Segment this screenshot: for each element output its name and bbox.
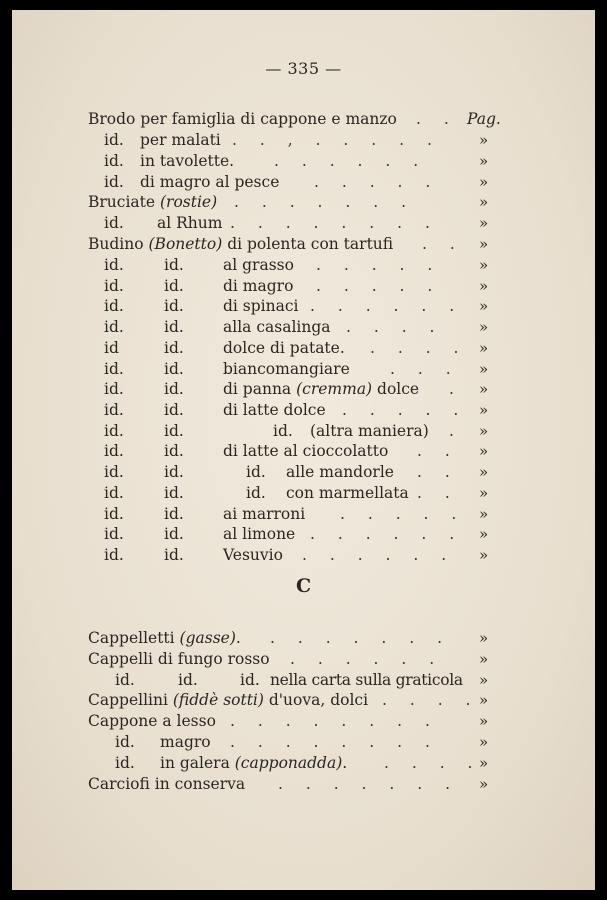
entry-ditto: id. xyxy=(246,463,266,481)
entry-title: di latte al cioccolatto xyxy=(223,442,389,460)
ditto-mark: » xyxy=(479,297,489,315)
ditto-mark: » xyxy=(479,754,489,772)
ditto-mark: » xyxy=(479,442,489,460)
entry-title: Vesuvio xyxy=(223,546,283,564)
ditto-mark: » xyxy=(479,463,489,481)
leader-dots: . . . . . xyxy=(316,256,442,274)
entry-ditto: id. xyxy=(164,339,184,357)
entry-ditto: id. xyxy=(115,754,135,772)
entry-ditto: id. xyxy=(164,463,184,481)
ditto-mark: » xyxy=(479,505,489,523)
entry-title: biancomangiare xyxy=(223,360,350,378)
entry-title: per malati xyxy=(140,131,221,149)
ditto-mark: » xyxy=(479,235,489,253)
section-letter: C xyxy=(295,575,312,597)
leader-dots: . . xyxy=(416,110,458,128)
ditto-mark: » xyxy=(479,484,489,502)
ditto-mark: » xyxy=(479,733,489,751)
leader-dots: . . xyxy=(422,235,464,253)
leader-dots: . . . . . . xyxy=(310,525,464,543)
entry-ditto: id. xyxy=(273,422,293,440)
leader-dots: . . . . xyxy=(382,691,480,709)
ditto-mark: » xyxy=(479,360,489,378)
entry-title: al limone xyxy=(223,525,296,543)
entry-ditto: id. xyxy=(115,733,135,751)
entry-ditto: id. xyxy=(164,422,184,440)
ditto-mark: » xyxy=(479,525,489,543)
ditto-mark: » xyxy=(479,629,489,647)
leader-dots: . . , . . . . . xyxy=(232,131,441,149)
entry-ditto: id. xyxy=(164,277,184,295)
ditto-mark: » xyxy=(479,318,489,336)
leader-dots: . . . . . . xyxy=(290,650,444,668)
leader-dots: . . . . . . . xyxy=(278,775,460,793)
entry-ditto: id. xyxy=(104,505,124,523)
entry-title: di latte dolce xyxy=(223,401,326,419)
leader-dots: . . . . . xyxy=(342,401,468,419)
entry-ditto: id. xyxy=(115,671,135,689)
entry-ditto: id. xyxy=(104,214,124,232)
entry-ditto: id. xyxy=(104,546,124,564)
entry-title: Carciofi in conserva xyxy=(88,775,246,793)
entry-title: di spinaci xyxy=(223,297,299,315)
leader-dots: . . xyxy=(417,442,459,460)
entry-ditto: id. xyxy=(164,442,184,460)
leader-dots: . xyxy=(449,380,463,398)
entry-ditto: id. xyxy=(104,256,124,274)
entry-title: al Rhum xyxy=(157,214,223,232)
leader-dots: . . . . . . . xyxy=(234,193,416,211)
entry-title: alle mandorle xyxy=(286,463,394,481)
leader-dots: . . . . . . . xyxy=(270,629,452,647)
entry-title: ai marroni xyxy=(223,505,306,523)
ditto-mark: » xyxy=(479,380,489,398)
entry-title: Cappelletti (gasse). xyxy=(88,629,241,647)
ditto-mark: » xyxy=(479,775,489,793)
entry-title: di magro xyxy=(223,277,294,295)
ditto-mark: » xyxy=(479,712,489,730)
ditto-mark: » xyxy=(479,193,489,211)
entry-title: con marmellata xyxy=(286,484,409,502)
entry-ditto: id. xyxy=(104,152,124,170)
leader-dots: . . . . . . xyxy=(274,152,428,170)
entry-title: dolce di patate. xyxy=(223,339,345,357)
entry-ditto: id. xyxy=(104,297,124,315)
entry-ditto: id. xyxy=(246,484,266,502)
ditto-mark: » xyxy=(479,131,489,149)
entry-ditto: id xyxy=(104,339,119,357)
entry-ditto: id. xyxy=(104,131,124,149)
entry-title: magro xyxy=(160,733,211,751)
ditto-mark: » xyxy=(479,546,489,564)
entry-title: Budino (Bonetto) di polenta con tartufi xyxy=(88,235,394,253)
entry-ditto: id. xyxy=(164,525,184,543)
entry-ditto: id. xyxy=(104,525,124,543)
page-number: — 335 — xyxy=(265,59,342,78)
entry-ditto: id. xyxy=(164,297,184,315)
entry-title: in galera (capponadda). xyxy=(160,754,348,772)
ditto-mark: » xyxy=(479,691,489,709)
entry-title: Cappellini (fiddè sotti) d'uova, dolci xyxy=(88,691,369,709)
entry-ditto: id. xyxy=(240,671,260,689)
entry-title: di panna (cremma) dolce xyxy=(223,380,420,398)
entry-ditto: id. xyxy=(104,484,124,502)
ditto-mark: » xyxy=(479,152,489,170)
leader-dots: . . . . . xyxy=(340,505,466,523)
ditto-mark: » xyxy=(479,256,489,274)
entry-ditto: id. xyxy=(164,256,184,274)
entry-ditto: id. xyxy=(164,318,184,336)
entry-ditto: id. xyxy=(164,380,184,398)
entry-title: Cappelli di fungo rosso xyxy=(88,650,270,668)
entry-title: in tavolette. xyxy=(140,152,235,170)
leader-dots: . . . . . xyxy=(316,277,442,295)
entry-ditto: id. xyxy=(104,318,124,336)
ditto-mark: » xyxy=(479,214,489,232)
ditto-mark: » xyxy=(479,422,489,440)
entry-ditto: id. xyxy=(104,422,124,440)
ditto-mark: » xyxy=(479,401,489,419)
leader-dots: . . . xyxy=(390,360,460,378)
leader-dots: . . xyxy=(417,463,459,481)
leader-dots: . xyxy=(449,422,463,440)
leader-dots: . . xyxy=(417,484,459,502)
entry-ditto: id. xyxy=(178,671,198,689)
entry-title: di magro al pesce xyxy=(140,173,280,191)
entry-ditto: id. xyxy=(164,401,184,419)
entry-ditto: id. xyxy=(164,484,184,502)
leader-dots: . . . . . xyxy=(314,173,440,191)
book-page xyxy=(12,10,595,890)
leader-dots: . . . . xyxy=(384,754,482,772)
leader-dots: . . . . . . . . xyxy=(230,712,439,730)
entry-title: Bruciate (rostie) xyxy=(88,193,218,211)
entry-ditto: id. xyxy=(164,360,184,378)
entry-title: Brodo per famiglia di cappone e manzo xyxy=(88,110,397,128)
entry-ditto: id. xyxy=(104,401,124,419)
leader-dots: . . . . xyxy=(370,339,468,357)
ditto-mark: » xyxy=(479,650,489,668)
entry-title: alla casalinga xyxy=(223,318,331,336)
entry-title: Cappone a lesso xyxy=(88,712,216,730)
entry-ditto: id. xyxy=(104,173,124,191)
entry-title: nella carta sulla graticola xyxy=(270,671,463,689)
leader-dots: . . . . . . xyxy=(310,297,464,315)
leader-dots: . . . . . . . . xyxy=(230,214,439,232)
ditto-mark: » xyxy=(479,671,489,689)
entry-ditto: id. xyxy=(104,360,124,378)
page-label: Pag. xyxy=(467,110,501,128)
entry-ditto: id. xyxy=(104,442,124,460)
entry-ditto: id. xyxy=(164,546,184,564)
leader-dots: . . . . . . . . xyxy=(230,733,439,751)
ditto-mark: » xyxy=(479,173,489,191)
entry-ditto: id. xyxy=(164,505,184,523)
leader-dots: . . . . xyxy=(346,318,444,336)
ditto-mark: » xyxy=(479,339,489,357)
entry-ditto: id. xyxy=(104,380,124,398)
entry-title: (altra maniera) xyxy=(310,422,429,440)
entry-title: al grasso xyxy=(223,256,294,274)
leader-dots: . . . . . . xyxy=(302,546,456,564)
entry-ditto: id. xyxy=(104,277,124,295)
ditto-mark: » xyxy=(479,277,489,295)
entry-ditto: id. xyxy=(104,463,124,481)
